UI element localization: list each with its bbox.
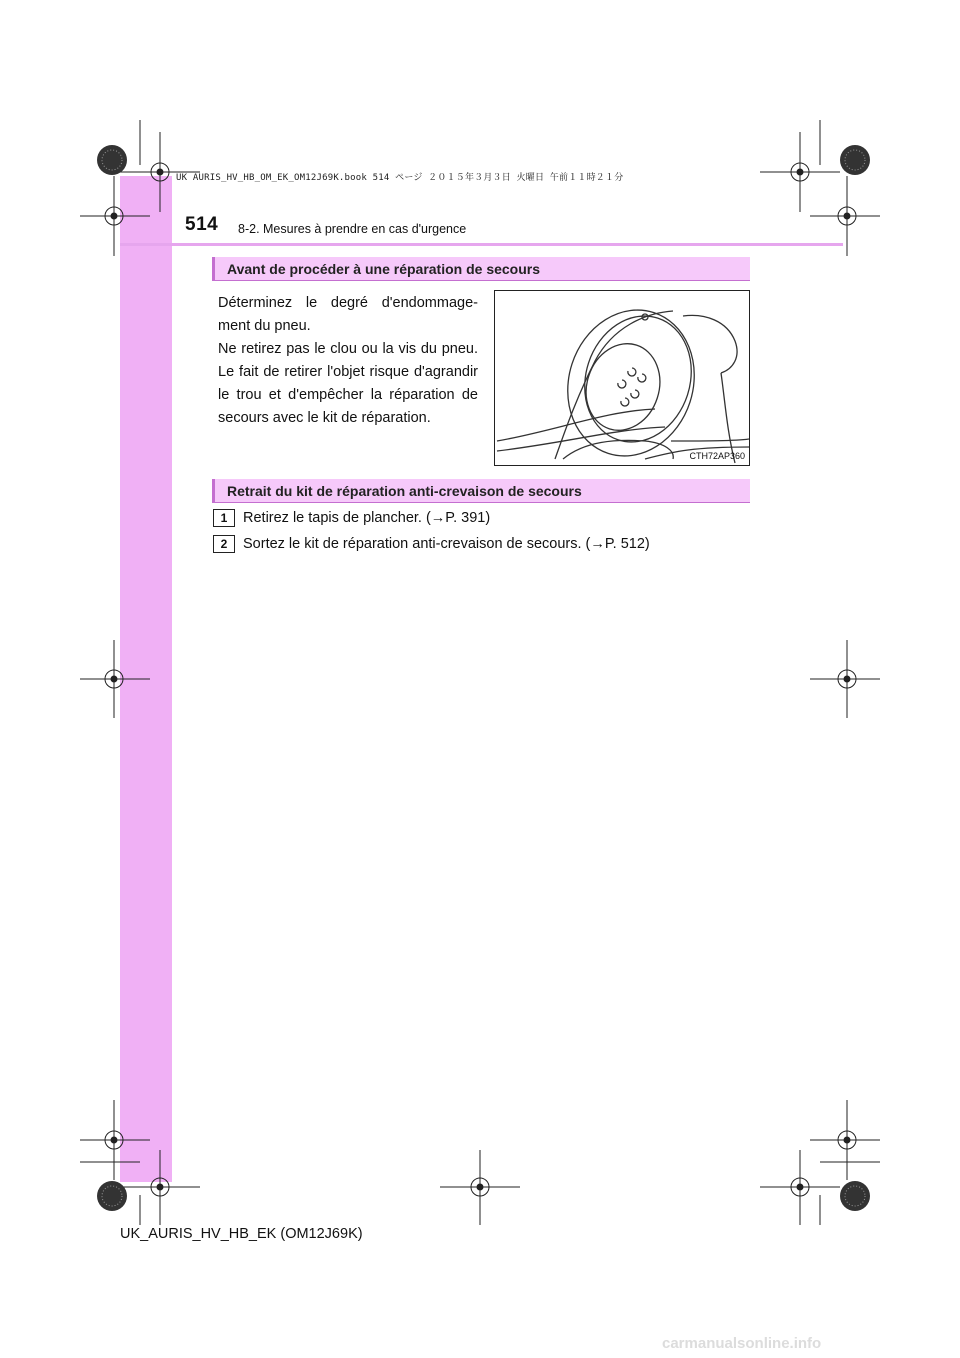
footer-model-code: UK_AURIS_HV_HB_EK (OM12J69K) (120, 1226, 363, 1242)
reg-mark-icon (120, 1150, 200, 1225)
paragraph-damage: Déterminez le degré d'endommage-ment du pneu. (218, 295, 478, 334)
step-text-1: Retirez le tapis de plancher. (→P. 391) (243, 510, 491, 526)
reg-mark-icon (810, 640, 880, 718)
figure-code: CTH72AP360 (689, 451, 745, 461)
reg-mark-icon (440, 1150, 520, 1225)
reg-mark-icon (80, 640, 150, 718)
reg-mark-icon (810, 1100, 880, 1180)
section-heading-text: Avant de procéder à une réparation de secours (227, 261, 541, 277)
page-number: 514 (185, 214, 219, 235)
radial-disc-icon (97, 145, 870, 1211)
book-info: UK AURIS_HV_HB_OM_EK_OM12J69K.book 514 ページ ２０１５年３月３日 火曜日 午前１１時２１分 (176, 173, 624, 183)
reg-mark-icon (810, 176, 880, 256)
step-number-2: 2 (213, 535, 235, 553)
reg-mark-icon (760, 132, 840, 212)
reg-mark-icon (120, 132, 200, 212)
step-number-1: 1 (213, 509, 235, 527)
section-title: 8-2. Mesures à prendre en cas d'urgence (238, 222, 467, 236)
watermark: carmanualsonline.info (662, 1335, 822, 1352)
reg-mark-icon (80, 176, 150, 256)
reg-mark-icon (80, 1100, 150, 1180)
reg-mark-icon (760, 1150, 840, 1225)
paragraph-nail-warning: Ne retirez pas le clou ou la vis du pneu. Le fait de retirer l'objet risque d'agrandir le trou et d'empêcher la réparation de secours avec le kit de réparation. (218, 341, 478, 426)
step-text-2: Sortez le kit de réparation anti-crevaison de secours. (→P. 512) (243, 536, 650, 552)
section-heading-text: Retrait du kit de réparation anti-crevaison de secours (227, 483, 582, 499)
